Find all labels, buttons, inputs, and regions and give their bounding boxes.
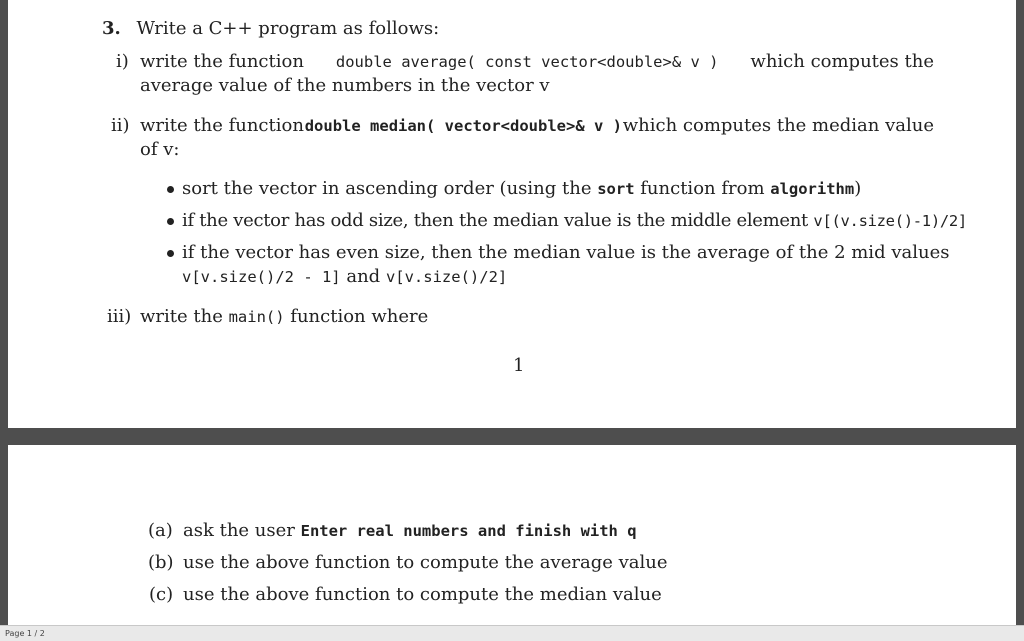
document-page-2 bbox=[8, 445, 1016, 625]
page-indicator: Page 1 / 2 bbox=[5, 629, 45, 638]
item-ii-label: ii) bbox=[111, 115, 130, 136]
item-i-label: i) bbox=[116, 51, 129, 72]
bullet-1-dot bbox=[167, 186, 174, 193]
item-c-label: (c) bbox=[149, 584, 174, 605]
bullet-2-dot bbox=[167, 218, 174, 225]
bullet-3-line2 bbox=[182, 266, 507, 287]
item-iii-text1: write the bbox=[140, 306, 229, 327]
item-ii-line1 bbox=[140, 115, 934, 136]
bullet-1-text3: ) bbox=[854, 178, 862, 199]
item-iii-code: main() bbox=[228, 308, 285, 326]
item-iii-text2: function where bbox=[284, 306, 429, 327]
page-number: 1 bbox=[513, 355, 525, 376]
item-i-line2: average value of the numbers in the vector v bbox=[140, 75, 550, 96]
bullet-3-code2: v[v.size()/2] bbox=[385, 268, 508, 286]
item-a-code: Enter real numbers and finish with q bbox=[300, 522, 637, 540]
bullet-3-text2: and bbox=[340, 266, 386, 287]
item-ii-line2: of v: bbox=[140, 139, 180, 160]
bullet-1 bbox=[182, 178, 861, 199]
item-ii-code: double median( vector<double>& v ) bbox=[304, 117, 622, 135]
question-header bbox=[102, 18, 439, 39]
bullet-3-line1: if the vector has even size, then the median value is the average of the 2 mid values bbox=[182, 242, 950, 263]
bullet-3-dot bbox=[167, 250, 174, 257]
item-i-line1 bbox=[140, 51, 934, 72]
item-i-text2: which computes the bbox=[750, 51, 934, 72]
bullet-3-code1: v[v.size()/2 - 1] bbox=[182, 268, 341, 286]
question-text: Write a C++ program as follows: bbox=[136, 18, 440, 39]
item-a bbox=[183, 520, 637, 541]
item-i-text1: write the function bbox=[140, 51, 304, 72]
item-iii-line bbox=[140, 306, 428, 327]
item-i-code: double average( const vector<double>& v ) bbox=[335, 53, 719, 71]
bullet-2-code1: v[(v.size()-1)/2] bbox=[813, 212, 967, 230]
bullet-1-code1: sort bbox=[597, 180, 635, 198]
item-ii-text1: write the function bbox=[140, 115, 304, 136]
item-ii-text2: which computes the median value bbox=[622, 115, 934, 136]
item-a-text: ask the user bbox=[183, 520, 301, 541]
bullet-1-text2: function from bbox=[634, 178, 771, 199]
item-b-label: (b) bbox=[148, 552, 174, 573]
item-c-text: use the above function to compute the median value bbox=[183, 584, 662, 605]
item-iii-label: iii) bbox=[107, 306, 132, 327]
item-a-label: (a) bbox=[148, 520, 173, 541]
status-bar bbox=[0, 625, 1024, 641]
bullet-2-text1: if the vector has odd size, then the median value is the middle element bbox=[182, 210, 814, 231]
bullet-2 bbox=[182, 210, 967, 231]
bullet-1-text1: sort the vector in ascending order (using the bbox=[182, 178, 598, 199]
question-number: 3. bbox=[102, 18, 121, 39]
bullet-1-code2: algorithm bbox=[770, 180, 855, 198]
document-page-1 bbox=[8, 0, 1016, 428]
item-b-text: use the above function to compute the average value bbox=[183, 552, 668, 573]
